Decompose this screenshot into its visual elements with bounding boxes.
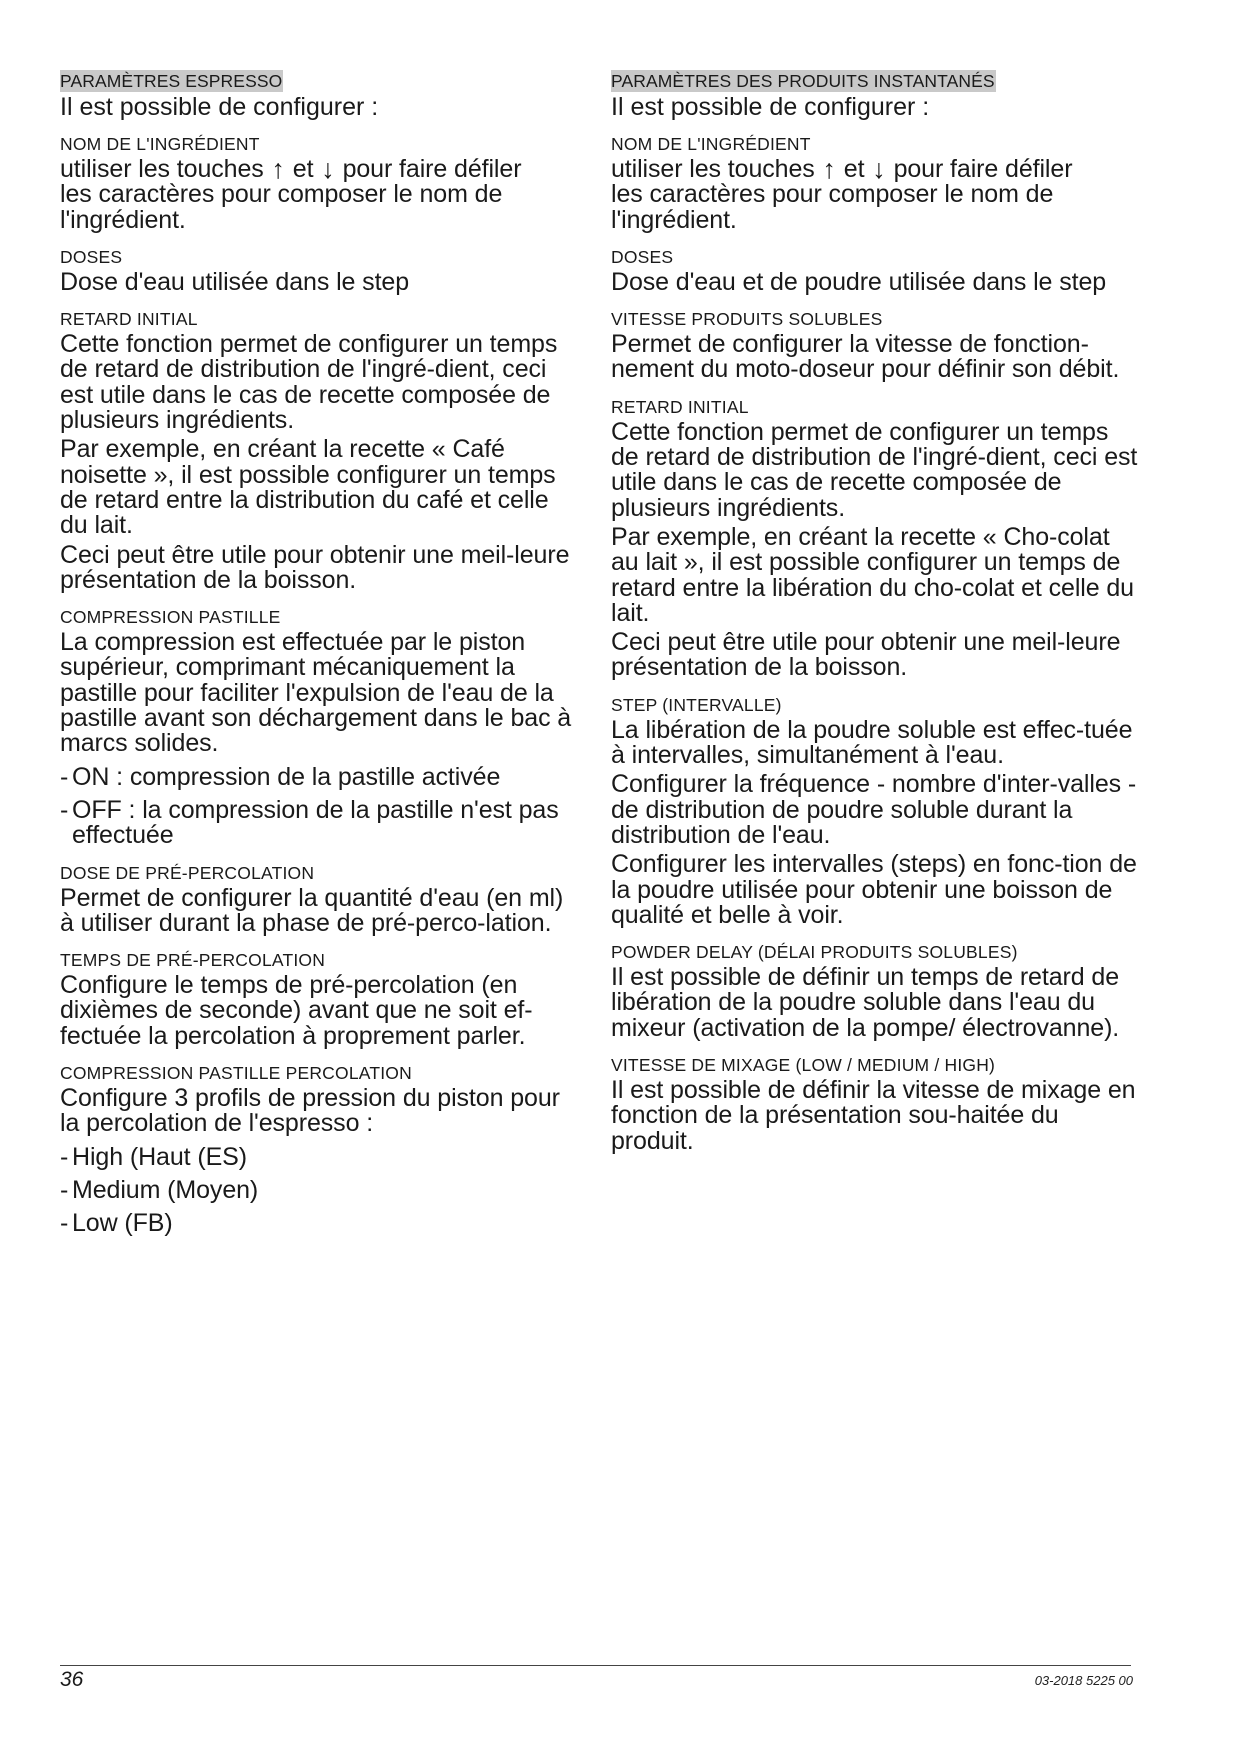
bullet-text: ON : compression de la pastille activée <box>72 762 501 791</box>
parameter-entry <box>60 1062 580 1236</box>
bullet-list <box>60 1142 580 1238</box>
arrow-instruction-line <box>611 154 1141 184</box>
bullet-text: OFF : la compression de la pastille n'est pas effectuée <box>72 795 559 850</box>
entry-heading: COMPRESSION PASTILLE PERCOLATION <box>60 1063 412 1084</box>
left-column <box>60 70 580 1237</box>
section-title-espresso: PARAMÈTRES ESPRESSO <box>60 71 283 91</box>
entry-paragraph: les caractères pour composer le nom de l'ingrédient. <box>611 180 1054 234</box>
parameter-entry <box>611 396 1141 681</box>
entry-paragraph: les caractères pour composer le nom de l'ingrédient. <box>60 180 503 234</box>
bullet-item <box>60 1175 580 1204</box>
entry-heading: DOSE DE PRÉ-PERCOLATION <box>60 862 315 883</box>
entry-heading: VITESSE PRODUITS SOLUBLES <box>611 309 883 330</box>
entry-paragraph: Configurer les intervalles (steps) en fonc-tion de la poudre utilisée pour obtenir une boisson de qualité et belle à voir. <box>611 850 1137 929</box>
entry-list <box>611 133 1141 1154</box>
bullet-item <box>60 1142 580 1171</box>
parameter-entry <box>60 862 580 937</box>
parameter-entry <box>60 949 580 1049</box>
entry-heading: COMPRESSION PASTILLE <box>60 607 281 628</box>
instruction-text: utiliser les touches <box>60 155 264 183</box>
entry-paragraph: Par exemple, en créant la recette « Café noisette », il est possible configurer un temps de retard entre la distribution du café et celle du lait. <box>60 435 556 540</box>
instruction-text: pour faire défiler <box>893 155 1073 183</box>
bullet-text: Medium (Moyen) <box>72 1175 259 1204</box>
entry-paragraph: Il est possible de définir un temps de retard de libération de la poudre soluble dans l'eau du mixeur (activation de la pompe/ électrovanne). <box>611 963 1120 1042</box>
parameter-entry <box>611 941 1141 1041</box>
entry-heading: RETARD INITIAL <box>611 396 749 417</box>
entry-heading: POWDER DELAY (DÉLAI PRODUITS SOLUBLES) <box>611 942 1018 963</box>
entry-heading: NOM DE L'INGRÉDIENT <box>60 134 260 154</box>
entry-paragraph: Permet de configurer la quantité d'eau (en ml) à utiliser durant la phase de pré-perco-lation. <box>60 883 564 937</box>
entry-paragraph: Il est possible de définir la vitesse de mixage en fonction de la présentation sou-haitée du produit. <box>611 1076 1136 1155</box>
entry-paragraph: Configurer la fréquence - nombre d'inter-valles - de distribution de poudre soluble durant la distribution de l'eau. <box>611 770 1137 849</box>
entry-heading: DOSES <box>60 246 123 267</box>
parameter-entry <box>611 1054 1141 1154</box>
page-number: 36 <box>60 1668 84 1691</box>
entry-paragraph: Dose d'eau utilisée dans le step <box>60 267 410 296</box>
parameter-entry <box>611 308 1141 383</box>
parameter-entry <box>60 133 580 233</box>
entry-heading: STEP (INTERVALLE) <box>611 694 782 715</box>
entry-paragraph: Configure le temps de pré-percolation (en dixièmes de seconde) avant que ne soit ef-fectuée la percolation à proprement parler. <box>60 971 533 1050</box>
entry-paragraph: Permet de configurer la vitesse de fonction-nement du moto-doseur pour définir son débit. <box>611 330 1120 384</box>
section-intro: Il est possible de configurer : <box>611 93 930 121</box>
parameter-entry <box>611 246 1141 295</box>
section-title-instant-products: PARAMÈTRES DES PRODUITS INSTANTANÉS <box>611 71 995 91</box>
dash-icon: - <box>60 762 69 791</box>
bullet-item <box>60 762 580 791</box>
bullet-item <box>60 1211 580 1236</box>
entry-paragraph: Cette fonction permet de configurer un temps de retard de distribution de l'ingré-dient, ceci est utile dans le cas de recette composée de plusieurs ingrédients. <box>611 417 1138 522</box>
dash-icon: - <box>60 795 69 824</box>
parameter-entry <box>60 606 580 848</box>
arrow-up-icon: ↑ <box>271 154 285 184</box>
dash-icon: - <box>60 1142 69 1171</box>
arrow-up-icon: ↑ <box>822 154 836 184</box>
entry-paragraph: Ceci peut être utile pour obtenir une meil-leure présentation de la boisson. <box>611 628 1121 682</box>
entry-paragraph: Ceci peut être utile pour obtenir une meil-leure présentation de la boisson. <box>60 540 570 594</box>
entry-paragraph: Par exemple, en créant la recette « Cho-colat au lait », il est possible configurer un temps de retard entre la libération du cho-colat et celle du lait. <box>611 522 1134 627</box>
entry-paragraph: Configure 3 profils de pression du piston pour la percolation de l'espresso : <box>60 1084 560 1138</box>
entry-paragraph: Cette fonction permet de configurer un temps de retard de distribution de l'ingré-dient, ceci est utile dans le cas de recette composée de plusieurs ingrédients. <box>60 330 558 435</box>
arrow-down-icon: ↓ <box>872 154 886 184</box>
entry-heading: DOSES <box>611 246 674 267</box>
entry-heading: NOM DE L'INGRÉDIENT <box>611 134 811 154</box>
section-intro: Il est possible de configurer : <box>60 93 379 121</box>
entry-heading: RETARD INITIAL <box>60 309 198 330</box>
bullet-text: Low (FB) <box>72 1209 173 1238</box>
instruction-text: et <box>292 155 314 183</box>
parameter-entry <box>60 246 580 295</box>
right-column <box>611 70 1141 1158</box>
bullet-item <box>60 795 580 850</box>
entry-paragraph: La compression est effectuée par le piston supérieur, comprimant mécaniquement la pastille pour faciliter l'expulsion de l'eau de la pastille avant son déchargement dans le bac à marcs solides. <box>60 628 572 758</box>
entry-heading: TEMPS DE PRÉ-PERCOLATION <box>60 950 326 971</box>
document-code: 03-2018 5225 00 <box>1034 1673 1133 1688</box>
dash-icon: - <box>60 1209 69 1238</box>
parameter-entry <box>60 308 580 593</box>
footer-divider <box>60 1665 1131 1666</box>
arrow-instruction-line <box>60 154 580 184</box>
arrow-down-icon: ↓ <box>321 154 335 184</box>
instruction-text: et <box>843 155 865 183</box>
parameter-entry <box>611 694 1141 928</box>
instruction-text: utiliser les touches <box>611 155 815 183</box>
bullet-text: High (Haut (ES) <box>72 1142 247 1171</box>
entry-heading: VITESSE DE MIXAGE (LOW / MEDIUM / HIGH) <box>611 1055 996 1076</box>
entry-paragraph: La libération de la poudre soluble est effec-tuée à intervalles, simultanément à l'eau. <box>611 715 1133 770</box>
instruction-text: pour faire défiler <box>342 155 522 183</box>
dash-icon: - <box>60 1175 69 1204</box>
entry-list <box>60 133 580 1237</box>
entry-paragraph: Dose d'eau et de poudre utilisée dans le step <box>611 267 1107 296</box>
parameter-entry <box>611 133 1141 233</box>
bullet-list <box>60 762 580 850</box>
